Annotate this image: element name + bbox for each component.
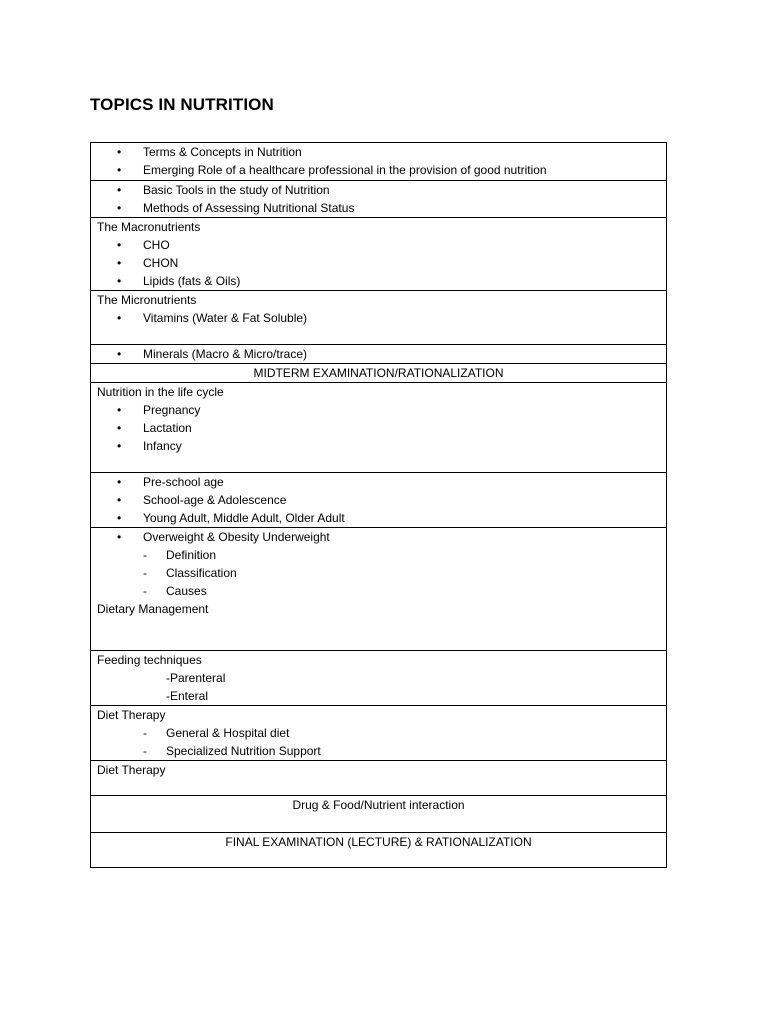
section-heading: The Micronutrients xyxy=(97,293,197,307)
table-cell xyxy=(91,383,667,473)
topics-table xyxy=(90,142,667,868)
bullet-icon: • xyxy=(117,183,122,197)
bullet-icon: • xyxy=(117,530,122,544)
sub-list-item-text: General & Hospital diet xyxy=(166,726,290,740)
midterm-exam-label: MIDTERM EXAMINATION/RATIONALIZATION xyxy=(253,366,504,380)
section-heading: The Macronutrients xyxy=(97,220,201,234)
section-footer: Dietary Management xyxy=(97,602,209,616)
bullet-icon: • xyxy=(117,201,122,215)
table-row xyxy=(91,364,667,383)
list-item-text: Infancy xyxy=(143,439,182,453)
list-item xyxy=(97,199,666,217)
list-item xyxy=(97,419,666,437)
list-item-text: Lactation xyxy=(143,421,192,435)
table-cell xyxy=(91,218,667,291)
sub-list-item xyxy=(97,582,666,600)
table-row xyxy=(91,473,667,528)
table-row xyxy=(91,181,667,218)
bullet-icon: • xyxy=(117,511,122,525)
table-cell xyxy=(91,143,667,181)
bullet-icon: • xyxy=(117,145,122,159)
list-item xyxy=(97,254,666,272)
table-cell xyxy=(91,364,667,383)
list-item-text: Emerging Role of a healthcare professional in the provision of good nutrition xyxy=(143,163,547,177)
bullet-icon: • xyxy=(117,403,122,417)
list-item xyxy=(97,161,666,179)
table-cell xyxy=(91,761,667,796)
list-item xyxy=(97,491,666,509)
list-item-text: Basic Tools in the study of Nutrition xyxy=(143,183,330,197)
table-row xyxy=(91,143,667,181)
list-item xyxy=(97,401,666,419)
dash-icon: - xyxy=(143,744,147,758)
section-heading: Diet Therapy xyxy=(97,708,166,722)
list-item-text: Methods of Assessing Nutritional Status xyxy=(143,201,355,215)
sub-list-item-text: Definition xyxy=(166,548,217,562)
table-cell xyxy=(91,706,667,761)
bullet-icon: • xyxy=(117,347,122,361)
page-title: TOPICS IN NUTRITION xyxy=(90,95,274,114)
list-item: -Enteral xyxy=(166,689,209,703)
list-item-text: Overweight & Obesity Underweight xyxy=(143,530,330,544)
table-cell xyxy=(91,345,667,364)
list-item-text: Pre-school age xyxy=(143,475,224,489)
table-cell xyxy=(91,473,667,528)
list-item-text: Lipids (fats & Oils) xyxy=(143,274,241,288)
list-item xyxy=(97,272,666,290)
table-row xyxy=(91,291,667,345)
list-item-text: Pregnancy xyxy=(143,403,201,417)
sub-list-item xyxy=(97,724,666,742)
list-item-text: School-age & Adolescence xyxy=(143,493,287,507)
list-item: -Parenteral xyxy=(166,671,226,685)
table-row xyxy=(91,651,667,706)
bullet-icon: • xyxy=(117,475,122,489)
table-row xyxy=(91,218,667,291)
bullet-icon: • xyxy=(117,256,122,270)
table-cell xyxy=(91,181,667,218)
bullet-icon: • xyxy=(117,421,122,435)
table-cell xyxy=(91,833,667,868)
list-item xyxy=(97,473,666,491)
list-item xyxy=(97,236,666,254)
table-row xyxy=(91,796,667,833)
list-item-text: Minerals (Macro & Micro/trace) xyxy=(143,347,308,361)
list-item xyxy=(97,437,666,455)
bullet-icon: • xyxy=(117,163,122,177)
list-item xyxy=(97,528,666,546)
list-item-text: Terms & Concepts in Nutrition xyxy=(143,145,302,159)
dash-icon: - xyxy=(143,566,147,580)
bullet-icon: • xyxy=(117,493,122,507)
list-item xyxy=(97,345,666,363)
sub-list-item xyxy=(97,742,666,760)
sub-list-item xyxy=(97,546,666,564)
list-item-text: CHO xyxy=(143,238,170,252)
list-item xyxy=(97,309,666,327)
table-cell xyxy=(91,651,667,706)
table-row xyxy=(91,528,667,651)
sub-list-item-text: Causes xyxy=(166,584,207,598)
list-item xyxy=(97,143,666,161)
final-exam-label: FINAL EXAMINATION (LECTURE) & RATIONALIZATION xyxy=(225,835,532,849)
table-row xyxy=(91,761,667,796)
list-item-text: Vitamins (Water & Fat Soluble) xyxy=(143,311,308,325)
table-row xyxy=(91,706,667,761)
bullet-icon: • xyxy=(117,274,122,288)
dash-icon: - xyxy=(143,726,147,740)
list-item-text: Young Adult, Middle Adult, Older Adult xyxy=(143,511,345,525)
drug-interaction-label: Drug & Food/Nutrient interaction xyxy=(292,798,465,812)
table-cell xyxy=(91,528,667,651)
bullet-icon: • xyxy=(117,238,122,252)
table-row xyxy=(91,345,667,364)
list-item xyxy=(97,509,666,527)
list-item-text: CHON xyxy=(143,256,179,270)
section-heading: Diet Therapy xyxy=(97,763,166,777)
table-cell xyxy=(91,796,667,833)
dash-icon: - xyxy=(143,584,147,598)
list-item xyxy=(97,181,666,199)
bullet-icon: • xyxy=(117,311,122,325)
dash-icon: - xyxy=(143,548,147,562)
section-heading: Feeding techniques xyxy=(97,653,202,667)
table-row xyxy=(91,383,667,473)
section-heading: Nutrition in the life cycle xyxy=(97,385,224,399)
sub-list-item-text: Specialized Nutrition Support xyxy=(166,744,321,758)
sub-list-item-text: Classification xyxy=(166,566,237,580)
table-row xyxy=(91,833,667,868)
bullet-icon: • xyxy=(117,439,122,453)
table-cell xyxy=(91,291,667,345)
sub-list-item xyxy=(97,564,666,582)
